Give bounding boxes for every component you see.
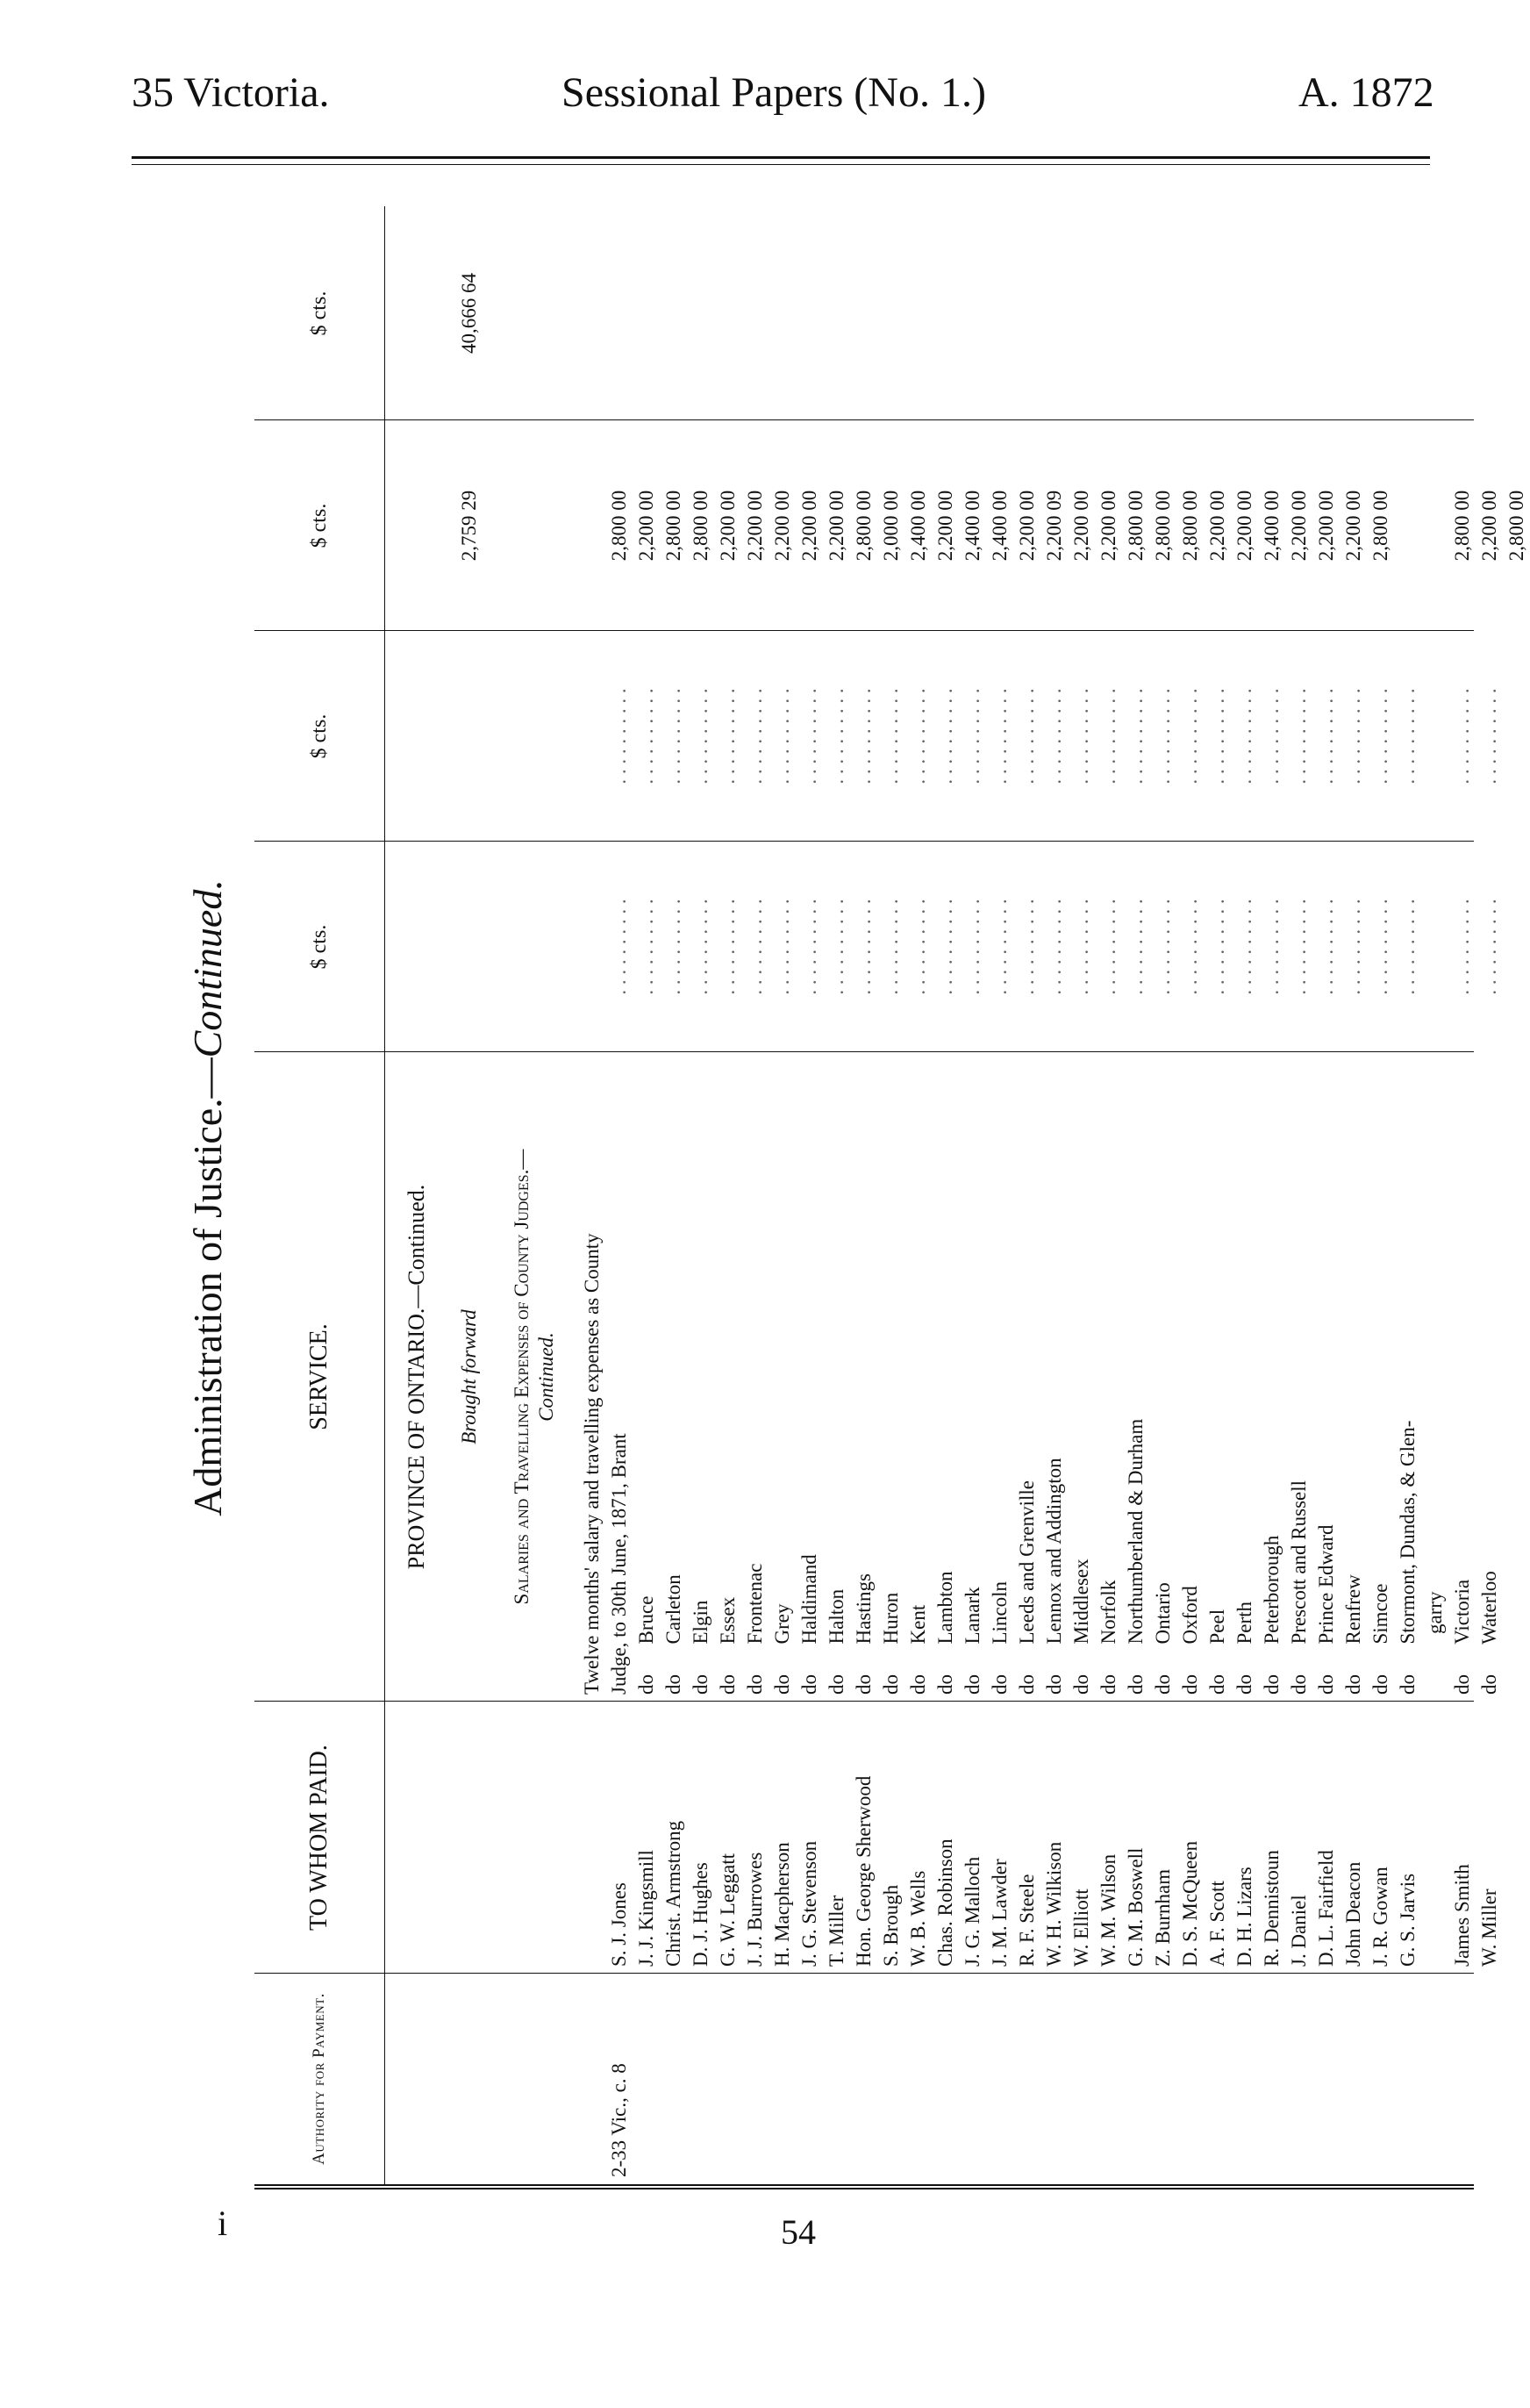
leader-dots: . . . . . . . . . . <box>1478 899 1500 995</box>
table-row-amount: 2,200 00 <box>1342 490 1364 562</box>
table-row-service: do Hastings <box>853 1573 875 1695</box>
leader-dots: . . . . . . . . . . <box>880 899 902 995</box>
leader-dots: . . . . . . . . . . <box>1206 688 1228 785</box>
table-row-amount: 2,800 00 <box>1179 490 1201 562</box>
table-row-paid: W. Miller <box>1478 1888 1500 1967</box>
table-row-service: do Carleton <box>662 1574 684 1695</box>
table-row-service: do Oxford <box>1179 1586 1201 1695</box>
table-row-service: do Simcoe <box>1369 1583 1391 1695</box>
leader-dots: . . . . . . . . . . <box>962 688 983 785</box>
leader-dots: . . . . . . . . . . <box>690 688 711 785</box>
table-frame <box>254 201 1527 2189</box>
leader-dots: . . . . . . . . . . <box>771 688 793 785</box>
leader-dots: . . . . . . . . . . <box>798 688 820 785</box>
leader-dots: . . . . . . . . . . <box>1152 688 1174 785</box>
table-row-paid: S. Brough <box>880 1884 902 1967</box>
table-row-amount: 2,200 00 <box>1478 490 1500 562</box>
table-row-service: do Perth <box>1233 1601 1255 1695</box>
column-paid <box>254 1701 1500 1974</box>
leader-dots: . . . . . . . . . . <box>934 688 956 785</box>
leader-dots: . . . . . . . . . . <box>717 688 739 785</box>
leader-dots: . . . . . . . . . . <box>1261 899 1283 995</box>
leader-dots: . . . . . . . . . . <box>907 899 929 995</box>
table-row-amount: 2,800 00 <box>662 490 684 562</box>
running-header-left: 35 Victoria. <box>132 69 330 116</box>
column-money-2 <box>254 630 1500 842</box>
table-row-paid: A. F. Scott <box>1206 1881 1228 1967</box>
leader-dots: . . . . . . . . . . <box>880 688 902 785</box>
leader-dots: . . . . . . . . . . <box>1288 899 1310 995</box>
table-row-paid: W. Elliott <box>1070 1888 1092 1967</box>
table-row-service: do Ontario <box>1152 1582 1174 1695</box>
table-row-amount: 2,200 00 <box>717 490 739 562</box>
service-intro-line1: Twelve months' salary and travelling expenses as County <box>581 1233 603 1695</box>
page-number: 54 <box>781 2212 816 2252</box>
table-row-paid: James Smith <box>1451 1864 1473 1967</box>
leader-dots: . . . . . . . . . . <box>1315 688 1337 785</box>
ledger-table <box>184 206 1527 2189</box>
brought-forward-label: Brought forward <box>458 1309 480 1444</box>
table-row-service: do Lanark <box>962 1587 983 1695</box>
table-row-service: do Stormont, Dundas, & Glen- <box>1397 1420 1419 1695</box>
table-row-service: do Lennox and Addington <box>1043 1458 1065 1695</box>
leader-dots: . . . . . . . . . . <box>1179 899 1201 995</box>
leader-dots: . . . . . . . . . . <box>744 688 766 785</box>
leader-dots: . . . . . . . . . . <box>826 688 847 785</box>
leader-dots: . . . . . . . . . . <box>608 899 630 995</box>
table-row-paid: G. S. Jarvis <box>1397 1873 1419 1967</box>
table-row-service: do Peel <box>1206 1609 1228 1695</box>
leader-dots: . . . . . . . . . . <box>1152 899 1174 995</box>
leader-dots: . . . . . . . . . . <box>1478 688 1500 785</box>
table-row-service: do Kent <box>907 1604 929 1695</box>
province-heading: PROVINCE OF ONTARIO.—Continued. <box>404 1184 429 1570</box>
table-row-paid: J. J. Kingsmill <box>635 1850 657 1967</box>
table-row-paid: W. B. Wells <box>907 1870 929 1967</box>
leader-dots: . . . . . . . . . . <box>826 899 847 995</box>
table-row-amount: 2,200 00 <box>1206 490 1228 562</box>
table-row-amount: 2,400 00 <box>989 490 1011 562</box>
leader-dots: . . . . . . . . . . <box>1261 688 1283 785</box>
table-title-continued: Continued. <box>185 879 230 1058</box>
leader-dots: . . . . . . . . . . <box>1451 688 1473 785</box>
column-header-money-4: $ cts. <box>254 206 385 420</box>
table-row-paid: John Deacon <box>1342 1861 1364 1967</box>
brought-forward-total: 40,666 64 <box>458 273 480 354</box>
table-row-service: do Waterloo <box>1478 1571 1500 1695</box>
section-title-continued: Continued. <box>535 1332 557 1422</box>
table-row-paid: J. G. Malloch <box>962 1856 983 1967</box>
table-row-paid: J. J. Burrowes <box>744 1852 766 1967</box>
table-row-service: do Frontenac <box>744 1563 766 1695</box>
column-header-money-2: $ cts. <box>254 631 385 842</box>
leader-dots: . . . . . . . . . . <box>907 688 929 785</box>
leader-dots: . . . . . . . . . . <box>1342 899 1364 995</box>
table-row-amount: 2,200 00 <box>1288 490 1310 562</box>
column-header-service: SERVICE. <box>254 1052 385 1702</box>
table-row-paid: R. Dennistoun <box>1261 1850 1283 1967</box>
table-row-amount: 2,400 00 <box>962 490 983 562</box>
leader-dots: . . . . . . . . . . <box>662 899 684 995</box>
leader-dots: . . . . . . . . . . <box>1315 899 1337 995</box>
table-row-service: do Prescott and Russell <box>1288 1480 1310 1695</box>
table-row-paid: S. J. Jones <box>608 1882 630 1967</box>
table-row-service: do Peterborough <box>1261 1535 1283 1695</box>
table-row-service: do Essex <box>717 1596 739 1695</box>
leader-dots: . . . . . . . . . . <box>934 899 956 995</box>
table-row-paid: W. M. Wilson <box>1097 1853 1119 1967</box>
leader-dots: . . . . . . . . . . <box>1397 899 1419 995</box>
table-row-paid: J. R. Gowan <box>1369 1867 1391 1967</box>
table-title <box>184 206 246 2189</box>
table-row-service: do Victoria <box>1451 1579 1473 1695</box>
table-row-paid: D. S. McQueen <box>1179 1840 1201 1967</box>
column-money-1 <box>254 841 1500 1052</box>
table-row-service: do Leeds and Grenville <box>1016 1480 1038 1695</box>
final-amount: 2,800 00 <box>1505 490 1527 562</box>
leader-dots: . . . . . . . . . . <box>1043 899 1065 995</box>
leader-dots: . . . . . . . . . . <box>1125 899 1147 995</box>
table-row-paid: T. Miller <box>826 1895 847 1967</box>
leader-dots: . . . . . . . . . . <box>853 899 875 995</box>
leader-dots: . . . . . . . . . . <box>1369 688 1391 785</box>
table-row-paid: W. H. Wilkison <box>1043 1841 1065 1967</box>
leader-dots: . . . . . . . . . . <box>1451 899 1473 995</box>
table-row-amount: 2,200 00 <box>1315 490 1337 562</box>
leader-dots: . . . . . . . . . . <box>989 688 1011 785</box>
table-row-amount: 2,400 00 <box>907 490 929 562</box>
leader-dots: . . . . . . . . . . <box>1097 688 1119 785</box>
table-row-amount: 2,800 00 <box>1369 490 1391 562</box>
table-title-main: Administration of Justice.— <box>185 1057 230 1516</box>
table-row-amount: 2,800 00 <box>1451 490 1473 562</box>
table-row-amount: 2,400 00 <box>1261 490 1283 562</box>
column-header-authority: Authority for Payment. <box>254 1974 385 2184</box>
leader-dots: . . . . . . . . . . <box>1233 688 1255 785</box>
table-row-amount: 2,200 09 <box>1043 490 1065 562</box>
table-row-amount: 2,200 00 <box>1097 490 1119 562</box>
table-row-paid: G. W. Leggatt <box>717 1853 739 1967</box>
leader-dots: . . . . . . . . . . <box>1179 688 1201 785</box>
table-row-paid: Z. Burnham <box>1152 1868 1174 1967</box>
header-rule-thin <box>132 164 1430 165</box>
table-row-paid: H. Macpherson <box>771 1842 793 1967</box>
running-header-right: A. 1872 <box>1298 69 1434 116</box>
table-row-paid: R. F. Steele <box>1016 1874 1038 1967</box>
table-row-amount: 2,200 00 <box>1233 490 1255 562</box>
table-row-service: do Huron <box>880 1592 902 1695</box>
table-row-amount: 2,200 00 <box>744 490 766 562</box>
table-row-amount: 2,000 00 <box>880 490 902 562</box>
column-service <box>254 1051 1500 1702</box>
leader-dots: . . . . . . . . . . <box>1070 688 1092 785</box>
table-row-paid: Hon. George Sherwood <box>853 1775 875 1967</box>
leader-dots: . . . . . . . . . . <box>1233 899 1255 995</box>
column-header-money-1: $ cts. <box>254 842 385 1052</box>
leader-dots: . . . . . . . . . . <box>1043 688 1065 785</box>
leader-dots: . . . . . . . . . . <box>1016 899 1038 995</box>
brought-forward-subtotal: 2,759 29 <box>458 490 480 562</box>
table-row-amount: 2,800 00 <box>853 490 875 562</box>
table-row-amount: 2,200 00 <box>1016 490 1038 562</box>
rotated-table-region <box>184 206 1527 2189</box>
table-row-service: do Haldimand <box>798 1554 820 1695</box>
leader-dots: . . . . . . . . . . <box>962 899 983 995</box>
leader-dots: . . . . . . . . . . <box>744 899 766 995</box>
table-row-amount: 2,200 00 <box>771 490 793 562</box>
column-money-4 <box>254 206 1474 420</box>
leader-dots: . . . . . . . . . . <box>635 899 657 995</box>
table-row-service: do Renfrew <box>1342 1574 1364 1695</box>
table-row-service: do Elgin <box>690 1600 711 1695</box>
leader-dots: . . . . . . . . . . <box>608 688 630 785</box>
table-row-amount: 2,800 00 <box>608 490 630 562</box>
table-row-service: do Prince Edward <box>1315 1524 1337 1695</box>
service-intro-line2: Judge, to 30th June, 1871, Brant <box>608 1433 630 1695</box>
leader-dots: . . . . . . . . . . <box>771 899 793 995</box>
table-row-service: do Norfolk <box>1097 1580 1119 1695</box>
table-row-paid: D. H. Lizars <box>1233 1867 1255 1967</box>
leader-dots: . . . . . . . . . . <box>853 688 875 785</box>
leader-dots: . . . . . . . . . . <box>1342 688 1364 785</box>
leader-dots: . . . . . . . . . . <box>1206 899 1228 995</box>
table-row-amount: 2,200 00 <box>826 490 847 562</box>
leader-dots: . . . . . . . . . . <box>1397 688 1419 785</box>
table-row-amount: 2,800 00 <box>1125 490 1147 562</box>
column-authority <box>254 1973 1474 2184</box>
table-row-paid: G. M. Boswell <box>1125 1847 1147 1967</box>
table-row-paid: D. J. Hughes <box>690 1862 711 1967</box>
leader-dots: . . . . . . . . . . <box>798 899 820 995</box>
table-row-service: do Halton <box>826 1588 847 1695</box>
table-row-amount: 2,200 00 <box>635 490 657 562</box>
leader-dots: . . . . . . . . . . <box>1016 688 1038 785</box>
header-rule-thick <box>132 156 1430 159</box>
table-row-amount: 2,200 00 <box>1070 490 1092 562</box>
leader-dots: . . . . . . . . . . <box>1125 688 1147 785</box>
leader-dots: . . . . . . . . . . <box>1070 899 1092 995</box>
column-money-3 <box>254 419 1527 631</box>
table-row-paid: J. G. Stevenson <box>798 1840 820 1967</box>
leader-dots: . . . . . . . . . . <box>690 899 711 995</box>
column-header-paid: TO WHOM PAID. <box>254 1702 385 1974</box>
table-row-paid: J. M. Lawder <box>989 1859 1011 1967</box>
table-row-amount: 2,800 00 <box>690 490 711 562</box>
leader-dots: . . . . . . . . . . <box>635 688 657 785</box>
authority-ref: 2-33 Vic., c. 8 <box>608 2063 630 2177</box>
table-row-amount: 2,200 00 <box>934 490 956 562</box>
table-row-service: do Bruce <box>635 1595 657 1695</box>
table-row-paid: Chas. Robinson <box>934 1838 956 1967</box>
leader-dots: . . . . . . . . . . <box>1097 899 1119 995</box>
column-header-money-3: $ cts. <box>254 420 385 631</box>
leader-dots: . . . . . . . . . . <box>989 899 1011 995</box>
table-row-service-cont: garry <box>1424 1591 1446 1695</box>
table-row-paid: J. Daniel <box>1288 1895 1310 1967</box>
table-row-amount: 2,800 00 <box>1152 490 1174 562</box>
table-row-service: do Middlesex <box>1070 1559 1092 1695</box>
table-row-paid: D. L. Fairfield <box>1315 1850 1337 1967</box>
leader-dots: . . . . . . . . . . <box>1369 899 1391 995</box>
leader-dots: . . . . . . . . . . <box>662 688 684 785</box>
table-row-service: do Lambton <box>934 1571 956 1695</box>
table-row-paid: Christ. Armstrong <box>662 1820 684 1967</box>
table-row-service: do Grey <box>771 1603 793 1695</box>
running-header-center: Sessional Papers (No. 1.) <box>561 69 986 116</box>
section-title: Salaries and Travelling Expenses of County Judges.— <box>511 1149 533 1605</box>
table-row-service: do Lincoln <box>989 1580 1011 1695</box>
table-row-amount: 2,200 00 <box>798 490 820 562</box>
leader-dots: . . . . . . . . . . <box>1288 688 1310 785</box>
table-row-service: do Northumberland & Durham <box>1125 1418 1147 1695</box>
margin-marker: i <box>218 2204 228 2243</box>
leader-dots: . . . . . . . . . . <box>717 899 739 995</box>
